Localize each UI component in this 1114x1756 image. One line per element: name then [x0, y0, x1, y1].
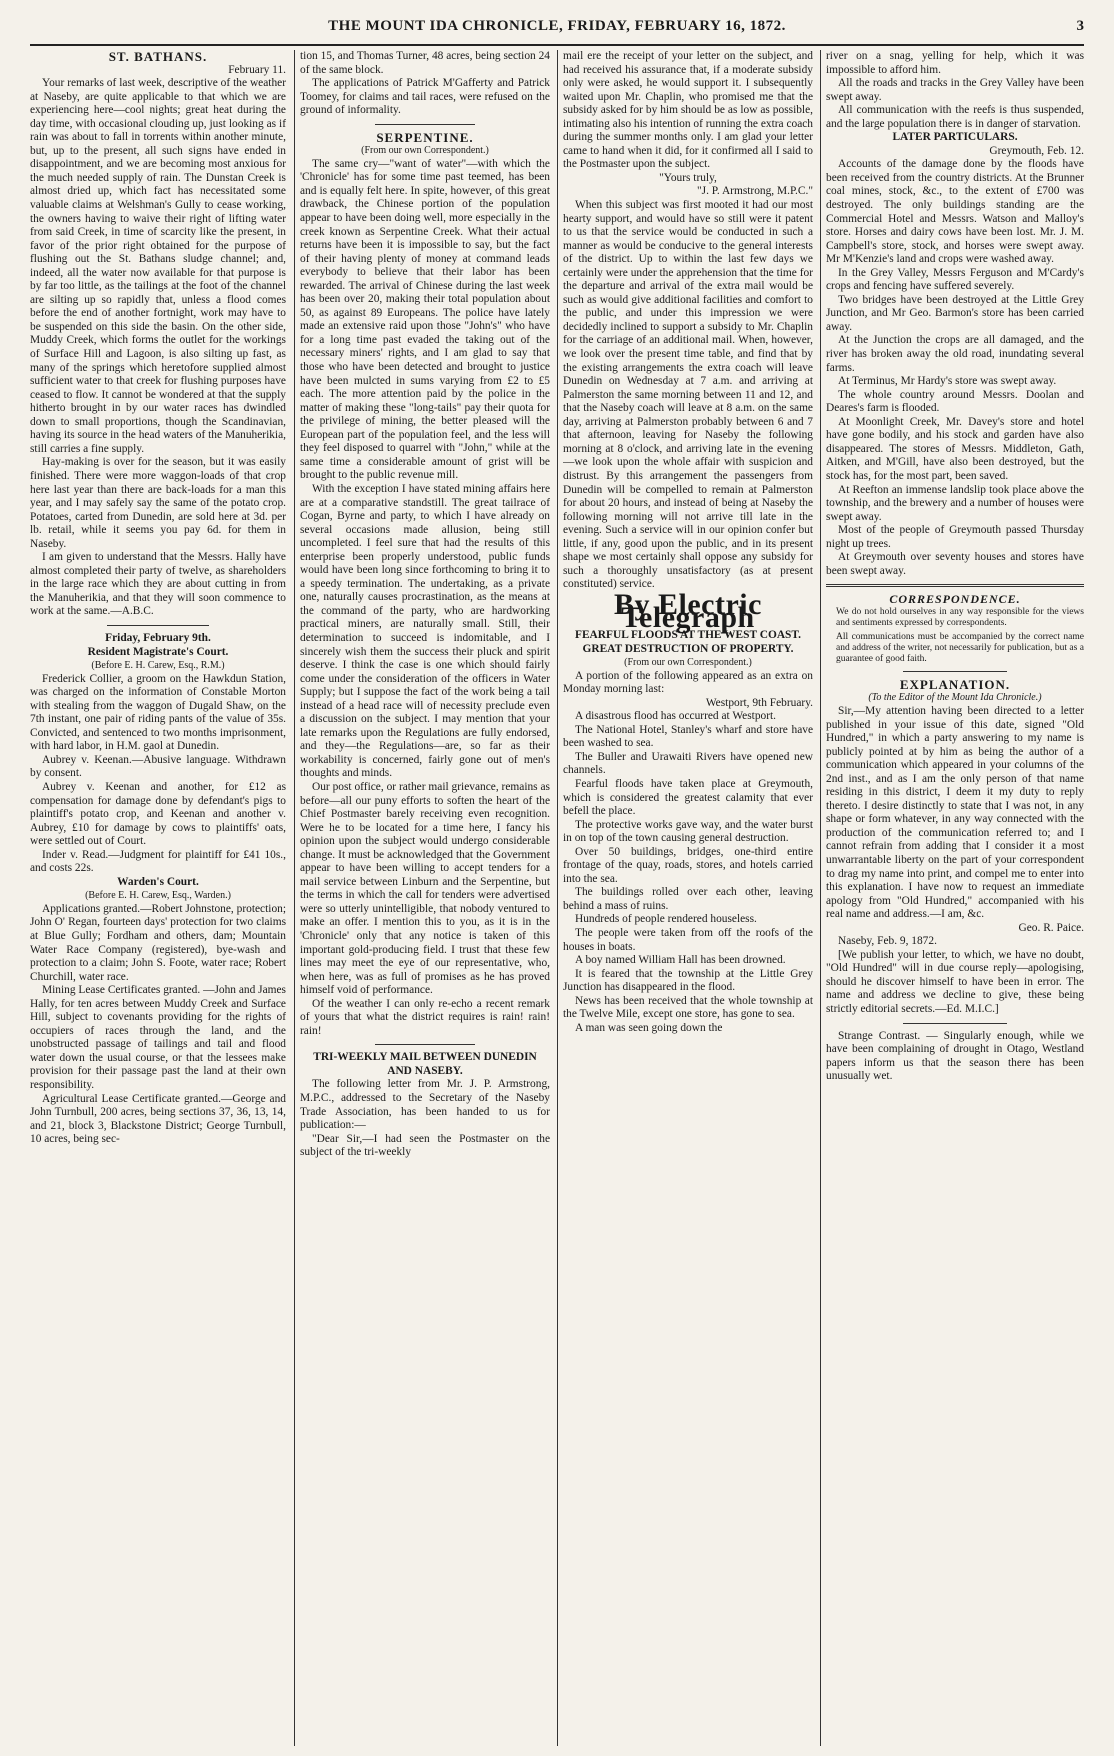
paragraph: The same cry—"want of water"—with which the 'Chronicle' has for some time past teemed, has been and is equally felt here. In spite, however, of this great drawback, the Chinese portion of the population appear to have been doing well, more especially in the creek known as Serpentine Creek. What their actual returns have been it is impossible to say, but the fact of their having plenty of money at command leads everybody to believe that their labor has been rewarded. The arrival of Chinese during the last week has been over 20, making their total population about 50, as against 89 Europeans. The police have lately made an extensive raid upon those "John's" who have for a long time past evaded the taking out of the necessary miners' rights, and I am glad to say that those who have been detected and brought to justice have been mulcted in sums varying from £2 to £5 each. The more attention paid by the police in the matter of making these "long-tails" pay their quota for the privilege of mining, the better pleased will the European part of the population feel, and the less will they feel disposed to quarrel with "John," while at the same time a considerable amount of grist will be brought to the public revenue mill.	[300, 157, 550, 482]
paragraph: In the Grey Valley, Messrs Ferguson and M'Cardy's crops and fencing have suffered severely.	[826, 266, 1084, 293]
paragraph: Hay-making is over for the season, but it was easily finished. There were more waggon-loads of that crop here last year than there are back-loads for a man this year, and I may safely say the same of the potato crop. Potatoes, carted from Dunedin, are sold here at 3d. per lb. retail, while it seems you pay 6d. for them in Naseby.	[30, 456, 286, 550]
masthead-title: THE MOUNT IDA CHRONICLE, FRIDAY, FEBRUARY 16, 1872.	[328, 18, 786, 34]
page-number: 3	[1076, 18, 1084, 34]
paragraph: The people were taken from off the roofs of the houses in boats.	[563, 927, 813, 953]
paragraph: A man was seen going down the	[575, 1021, 723, 1034]
divider	[826, 584, 1084, 587]
column-4	[826, 50, 1084, 1756]
paragraph: When this subject was first mooted it had our most hearty support, and would have so still were it patent to us that the service would be conducted in such a manner as would be conducive to the general interests of the district. Up to within the last few days we certainly were under the apprehension that the time for the departure and arrival of the extra mail would be such as would give additional facilities and comfort to the public, and under this impression we were decidedly inclined to support a subsidy to Mr. Chaplin for the carriage of an additional mail. When, however, we look over the present time table, and find that by the existing arrangements the extra coach will leave Dunedin on Wednesday at 7 a.m. and arriving at Palmerston the same morning between 11 and 12, and that the Naseby coach will leave at 8 a.m. on the same day, arriving at Palmerston probably between 6 and 7 that afternoon, leaving for Naseby the following morning at 8 o'clock, and arriving late in the evening—we look upon the whole affair with suspicion and distrust. By this arrangement the passengers from Dunedin will be compelled to remain at Palmerston for about 20 hours, and instead of being at Naseby the following morning will not arrive till late in the evening. Such a service will in our opinion confer but little, if any, good upon the public, and in its present shape we most certainly shall oppose any subsidy for such a thoroughly unsatisfactory (as at present constituted) service.	[563, 199, 813, 591]
divider	[375, 1044, 475, 1045]
column-2	[300, 50, 550, 1756]
paragraph: Hundreds of people rendered houseless.	[575, 913, 757, 926]
paragraph: Your remarks of last week, descriptive of the weather at Naseby, are quite applicable to that which we are experiencing here—cool nights; great heat during the day time, with occasional clouding up, just looking as if rain was about to fall in torrents within another minute, but, up to the present, all such signs have ended in disappointment, and we are becoming most anxious for the much needed supply of rain. The Dunstan Creek is almost dried up, which fact has necessitated some valuable claims at Welshman's Gully to cease working, the owners having to waive their right of lifting water from said Creek, in time of scarcity like the present, in favor of the prior right obtained for the purpose of flushing out the St. Bathans sludge channel; and, indeed, all the water now available for that purpose is by far too little, as the tailings at the foot of the channel are silting up so rapidly that, unless a flood comes before the end of another fortnight, work may have to be suspended on this side the basin. On the other side, Muddy Creek, which forms the outlet for the workings of Surface Hill and Lagoon, is also silting up fast, as many of the springs which heretofore supplied almost sufficient water to that creek for flushing purposes have ceased to flow. It cannot be wondered at that the supply hitherto brought in by our water races has dwindled down to small proportions, though the Scandinavian, having its source in the head waters of the Manuherikia, still carries a fine supply.	[30, 77, 286, 455]
divider	[375, 124, 475, 125]
heading-wardens-court: Warden's Court.	[117, 875, 199, 888]
disclaimer: All communications must be accompanied by the correct name and address of the writer, not necessarily for publication, but as a guarantee of good faith.	[836, 631, 1084, 664]
paragraph: Of the weather I can only re-echo a recent remark of yours that what the district requires is rain! rain! rain!	[300, 997, 550, 1037]
column-3	[563, 50, 813, 1756]
paragraph: Agricultural Lease Certificate granted.—George and John Turnbull, 200 acres, being sections 37, 36, 13, 14, and 21, block 3, Blackstone District; George Turnbull, 10 acres, being sec-	[30, 1092, 286, 1146]
dateline: Westport, 9th February.	[705, 696, 813, 709]
paragraph: The National Hotel, Stanley's wharf and store have been washed to sea.	[563, 723, 813, 750]
paragraph: tion 15, and Thomas Turner, 48 acres, being section 24 of the same block.	[300, 50, 550, 76]
paragraph: A portion of the following appeared as an extra on Monday morning last:	[563, 669, 813, 696]
heading-court: Resident Magistrate's Court.	[87, 645, 229, 658]
paragraph: At Terminus, Mr Hardy's store was swept away.	[838, 375, 1057, 388]
signature: Geo. R. Paice.	[1018, 921, 1084, 934]
paragraph: Fearful floods have taken place at Greymouth, which is considered the greatest calamity that ever befell the place.	[563, 777, 813, 818]
subheading: (Before E. H. Carew, Esq., Warden.)	[85, 890, 231, 902]
paragraph: It is feared that the township at the Little Grey Junction has disappeared in the flood.	[563, 967, 813, 994]
heading-serpentine: SERPENTINE.	[376, 129, 474, 145]
dateline: February 11.	[228, 63, 286, 76]
paragraph: Over 50 buildings, bridges, one-third entire frontage of the quay, roads, stores, and hotels carried into the sea.	[563, 845, 813, 885]
paragraph: mail ere the receipt of your letter on the subject, and had received his assurance that, if a moderate subsidy only were asked, he would support it. I subsequently waited upon Mr. Chaplin, who promised me that the subsidy asked for by him should be as low as possible, intimating also his intention of running the extra coach during the summer months only. I am glad your letter came to hand when it did, for it confirmed all I said to the Postmaster upon the subject.	[563, 50, 813, 171]
paragraph: All communication with the reefs is thus suspended, and the large population there is in danger of starvation.	[826, 104, 1084, 130]
paragraph: At Greymouth over seventy houses and stores have been swept away.	[826, 551, 1084, 577]
signature-date: Naseby, Feb. 9, 1872.	[838, 935, 937, 948]
heading-destruction: GREAT DESTRUCTION OF PROPERTY.	[582, 642, 794, 655]
paragraph: Our post office, or rather mail grievance, remains as before—all our puny efforts to soften the heart of the Chief Postmaster barely receiving even recognition. Were he to be located for a time here, I fancy his opinion upon the subject would undergo considerable change. It must be acknowledged that the Government appear to have been willing to accept tenders for a mail service between Linburn and the Serpentine, but the terms in which the call for tenders were advertised were so utterly unintelligible, that nobody ventured to make an offer. I mention this to you, as it is in the 'Chronicle' only that any notice is taken of this important gold-producing field. I trust that these few lines may meet the eye of our representative, who, when here, was as full of promises as he has proved himself void of performance.	[300, 780, 550, 997]
paragraph: Mining Lease Certificates granted. —John and James Hally, for ten acres between Muddy Creek and Surface Hill, subject to covenants providing for the rights of occupiers of races through the land, and the unobstructed passage of tailings and tail and flood water down the usual course, or that the lessees make provision for their passage past the land at their own responsibility.	[30, 984, 286, 1092]
heading-friday: Friday, February 9th.	[105, 631, 211, 644]
paragraph: Most of the people of Greymouth passed Thursday night up trees.	[826, 524, 1084, 550]
paragraph: river on a snag, yelling for help, which it was impossible to afford him.	[826, 50, 1084, 76]
paragraph: I am given to understand that the Messrs. Hally have almost completed their party of twelve, as shareholders in the large race which they are about cutting in from the Manuherikia, and that they will soon commence to work at the same.—A.B.C.	[30, 551, 286, 618]
paragraph: The buildings rolled over each other, leaving behind a mass of ruins.	[563, 886, 813, 912]
paragraph: At the Junction the crops are all damaged, and the river has broken away the old road, inundating several farms.	[826, 334, 1084, 374]
paragraph: At Reefton an immense landslip took place above the township, and the brewery and a number of houses were swept away.	[826, 483, 1084, 523]
heading-later-particulars: LATER PARTICULARS.	[892, 131, 1018, 144]
paragraph: Strange Contrast. — Singularly enough, while we have been complaining of drought in Otago, Westland papers inform us that the season there has been unusually wet.	[826, 1029, 1084, 1083]
paragraph: News has been received that the whole township at the Twelve Mile, except one store, has gone to sea.	[563, 994, 813, 1021]
paragraph: A disastrous flood has occurred at Westport.	[575, 710, 777, 723]
paragraph: Applications granted.—Robert Johnstone, protection; John O' Regan, fourteen days' protection for two claims at Blue Gully; Fordham and others, dam; Mountain Water Race Company (registered), bye-wash and protection to a claim; John S. Foote, water race; Robert Churchill, water race.	[30, 902, 286, 983]
masthead	[30, 18, 1084, 46]
subheading: (From our own Correspondent.)	[361, 145, 489, 157]
paragraph: A boy named William Hall has been drowned.	[575, 954, 786, 967]
heading-correspondence: CORRESPONDENCE.	[889, 592, 1021, 607]
paragraph: Two bridges have been destroyed at the Little Grey Junction, and Mr Geo. Barmon's store has been carried away.	[826, 293, 1084, 333]
paragraph: [We publish your letter, to which, we have no doubt, "Old Hundred" will in due course reply—apologising, should he discover himself to have been in error. The name and address we decline to give, these being strictly editorial secrets.—Ed. M.I.C.]	[826, 948, 1084, 1015]
paragraph: All the roads and tracks in the Grey Valley have been swept away.	[826, 77, 1084, 103]
paragraph: The following letter from Mr. J. P. Armstrong, M.P.C., addressed to the Secretary of the Naseby Trade Association, has been handed to us for publication:—	[300, 1078, 550, 1132]
paragraph: With the exception I have stated mining affairs here are at a comparative standstill. The great tailrace of Cogan, Byrne and party, to which I have already on several occasions made allusion, being still uncompleted. I feel sure that had the results of this enterprise been properly understood, public funds would have been long since forthcoming to bring it to a speedy termination. The undertaking, as a private one, naturally causes procrastination, as the means at the command of the party, who are hardworking practical miners, are naturally small. Still, their determination to succeed is indomitable, and I sincerely wish them the success their pluck and spirit deserve. I think the case is one which should fairly come under the consideration of the officers in Water Supply; but I suppose the fact of the work being a tail instead of a head race will of necessity preclude even a discussion on the subject. I may mention that your late remarks upon the Regulations are fully endorsed, and they—the Regulations—are, so far as their workability is concerned, fairly gone out of men's thoughts and minds.	[300, 482, 550, 780]
divider	[903, 1023, 1006, 1024]
column-rule	[294, 50, 295, 1746]
paragraph: Frederick Collier, a groom on the Hawkdun Station, was charged on the information of Constable Morton with stealing from the waggon of Dugald Shaw, on the 7th instant, one pair of riding pants of the value of 35s. Convicted, and sentenced to two months imprisonment, with hard labor, in H.M. gaol at Dunedin.	[30, 672, 286, 753]
paragraph: The protective works gave way, and the water burst in on top of the town causing general destruction.	[563, 818, 813, 845]
column-rule	[557, 50, 558, 1746]
disclaimer: We do not hold ourselves in any way responsible for the views and sentiments expressed by correspondents.	[836, 606, 1084, 628]
heading-explanation: EXPLANATION.	[899, 676, 1011, 692]
column-1	[30, 50, 286, 1756]
paragraph: Sir,—My attention having been directed to a letter published in your issue of this date, signed "Old Hundred," in which a party answering to my name is publicly pointed at by him as being the author of a communication which appeared in your columns of the 2nd inst., and as I am the only person of that name residing in this district, I deem it my duty to reply thereto. I desire distinctly to state that I was not, in any shape or form whatever, in any way connected with the production of the communication referred to; and I cannot refrain from adding that I consider it a most unwarrantable liberty on the part of your correspondent to drag my name into print, and compel me to enter into this explanation. I have now to request an immediate apology from "Old Hundred," accompanied with his real name and address.—I am, &c.	[826, 704, 1084, 921]
subheading: (To the Editor of the Mount Ida Chronicle.)	[868, 692, 1042, 704]
divider	[903, 671, 1006, 672]
column-rule	[820, 50, 821, 1746]
paragraph: The whole country around Messrs. Doolan and Deares's farm is flooded.	[826, 388, 1084, 415]
divider	[107, 625, 209, 626]
subheading: (Before E. H. Carew, Esq., R.M.)	[91, 660, 225, 672]
dateline: Greymouth, Feb. 12.	[989, 144, 1084, 157]
signoff: "J. P. Armstrong, M.P.C."	[697, 185, 813, 198]
paragraph: The applications of Patrick M'Gafferty and Patrick Toomey, for claims and tail races, were refused on the ground of informality.	[300, 77, 550, 117]
heading-floods: FEARFUL FLOODS AT THE WEST COAST.	[575, 628, 801, 641]
signoff: "Yours truly,	[659, 171, 717, 184]
subheading: (From our own Correspondent.)	[624, 657, 752, 669]
paragraph: Accounts of the damage done by the floods have been received from the country districts. At the Brunner coal mines, stock, &c., to the extent of £700 was destroyed. The only buildings standing are the Commercial Hotel and Messrs. Watson and Malloy's store. Horses and dairy cows have been lost. Mr. J. M. Campbell's store, stock, and horses were swept away. Mr M'Kenzie's land and crops were washed away.	[826, 158, 1084, 266]
paragraph: At Moonlight Creek, Mr. Davey's store and hotel have gone bodily, and his stock and garden have also disappeared. The stores of Messrs. Middleton, Gath, Aitken, and M'Gill, have also been destroyed, but the stock has, for the most part, been saved.	[826, 415, 1084, 482]
paragraph: Aubrey v. Keenan.—Abusive language. Withdrawn by consent.	[30, 753, 286, 780]
heading-electric-telegraph: By Electric Telegraph	[614, 587, 762, 635]
paragraph: Inder v. Read.—Judgment for plaintiff for £41 10s., and costs 22s.	[30, 848, 286, 875]
paragraph: Aubrey v. Keenan and another, for £12 as compensation for damage done by defendant's pigs to plaintiff's potato crop, and Keenan and another v. Aubrey, £10 for damage by cows to plaintiffs' oats, were settled out of Court.	[30, 780, 286, 848]
paragraph: The Buller and Urawaiti Rivers have opened new channels.	[563, 750, 813, 777]
heading-st-bathans: ST. BATHANS.	[108, 50, 208, 64]
paragraph: "Dear Sir,—I had seen the Postmaster on the subject of the tri-weekly	[300, 1132, 550, 1159]
heading-tri-weekly-mail: TRI-WEEKLY MAIL BETWEEN DUNEDIN AND NASEBY.	[313, 1051, 537, 1077]
